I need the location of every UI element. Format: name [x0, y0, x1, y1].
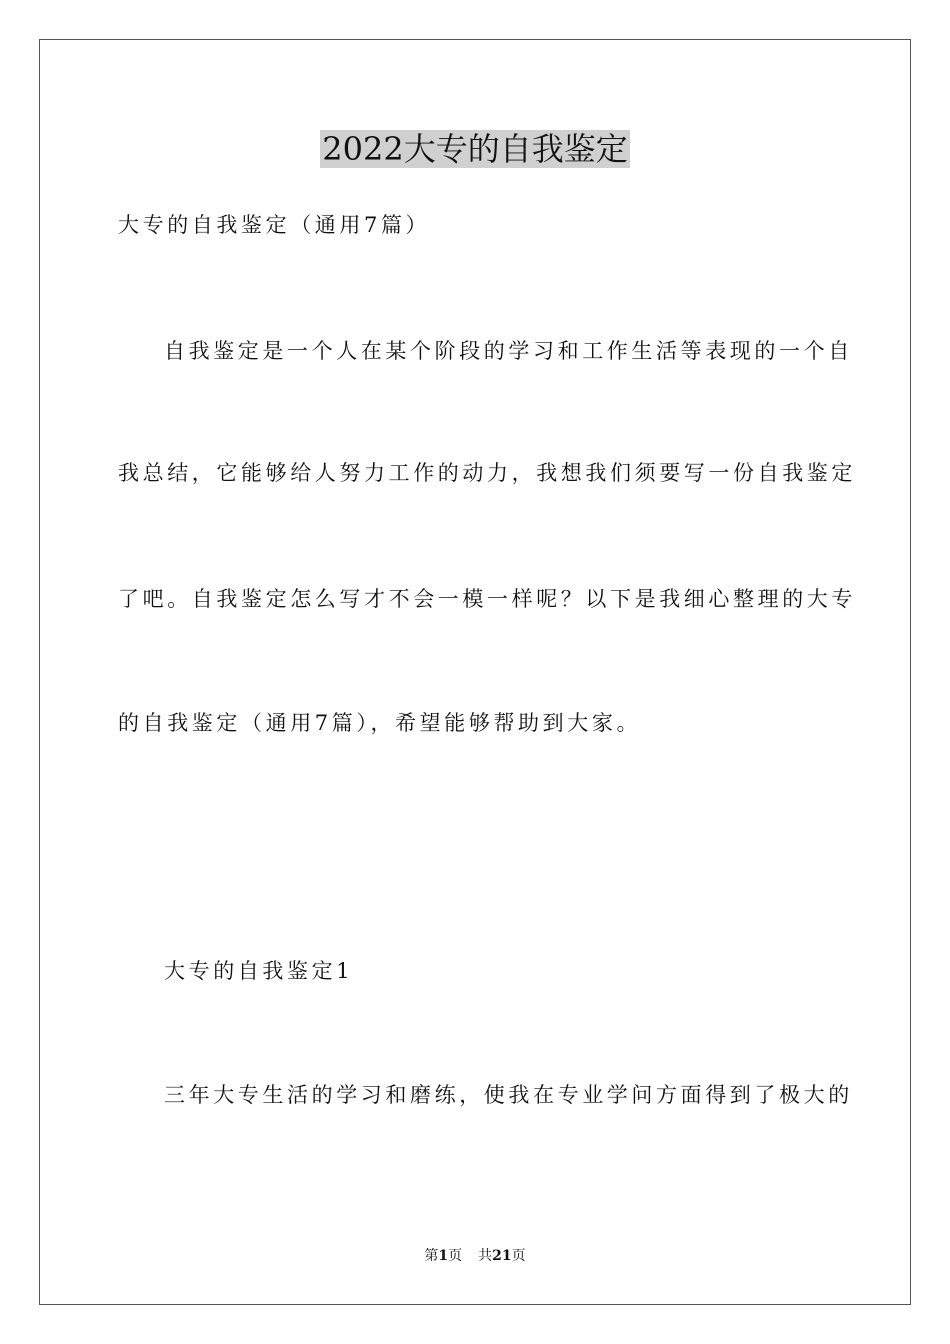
document-title	[0, 126, 950, 172]
intro-line-3: 了吧。自我鉴定怎么写才不会一模一样呢？以下是我细心整理的大专	[118, 587, 856, 611]
intro-line-1: 自我鉴定是一个人在某个阶段的学习和工作生活等表现的一个自	[164, 339, 853, 363]
intro-line-4: 的自我鉴定（通用7篇），希望能够帮助到大家。	[118, 711, 642, 735]
section-line-1: 三年大专生活的学习和磨练，使我在专业学问方面得到了极大的	[164, 1083, 853, 1107]
document-title-text: 2022大专的自我鉴定	[322, 130, 628, 168]
page-footer	[0, 1246, 950, 1266]
intro-line-2: 我总结，它能够给人努力工作的动力，我想我们须要写一份自我鉴定	[118, 461, 856, 485]
footer-page-prefix: 第	[424, 1248, 439, 1264]
footer-page-suffix: 页	[448, 1248, 463, 1264]
document-subtitle: 大专的自我鉴定（通用7篇）	[118, 213, 431, 237]
footer-total-prefix: 共	[478, 1248, 493, 1264]
footer-page-number: 1	[438, 1248, 449, 1264]
footer-total-suffix: 页	[511, 1248, 526, 1264]
section-heading: 大专的自我鉴定1	[164, 959, 354, 983]
footer-total-pages: 21	[492, 1248, 512, 1264]
